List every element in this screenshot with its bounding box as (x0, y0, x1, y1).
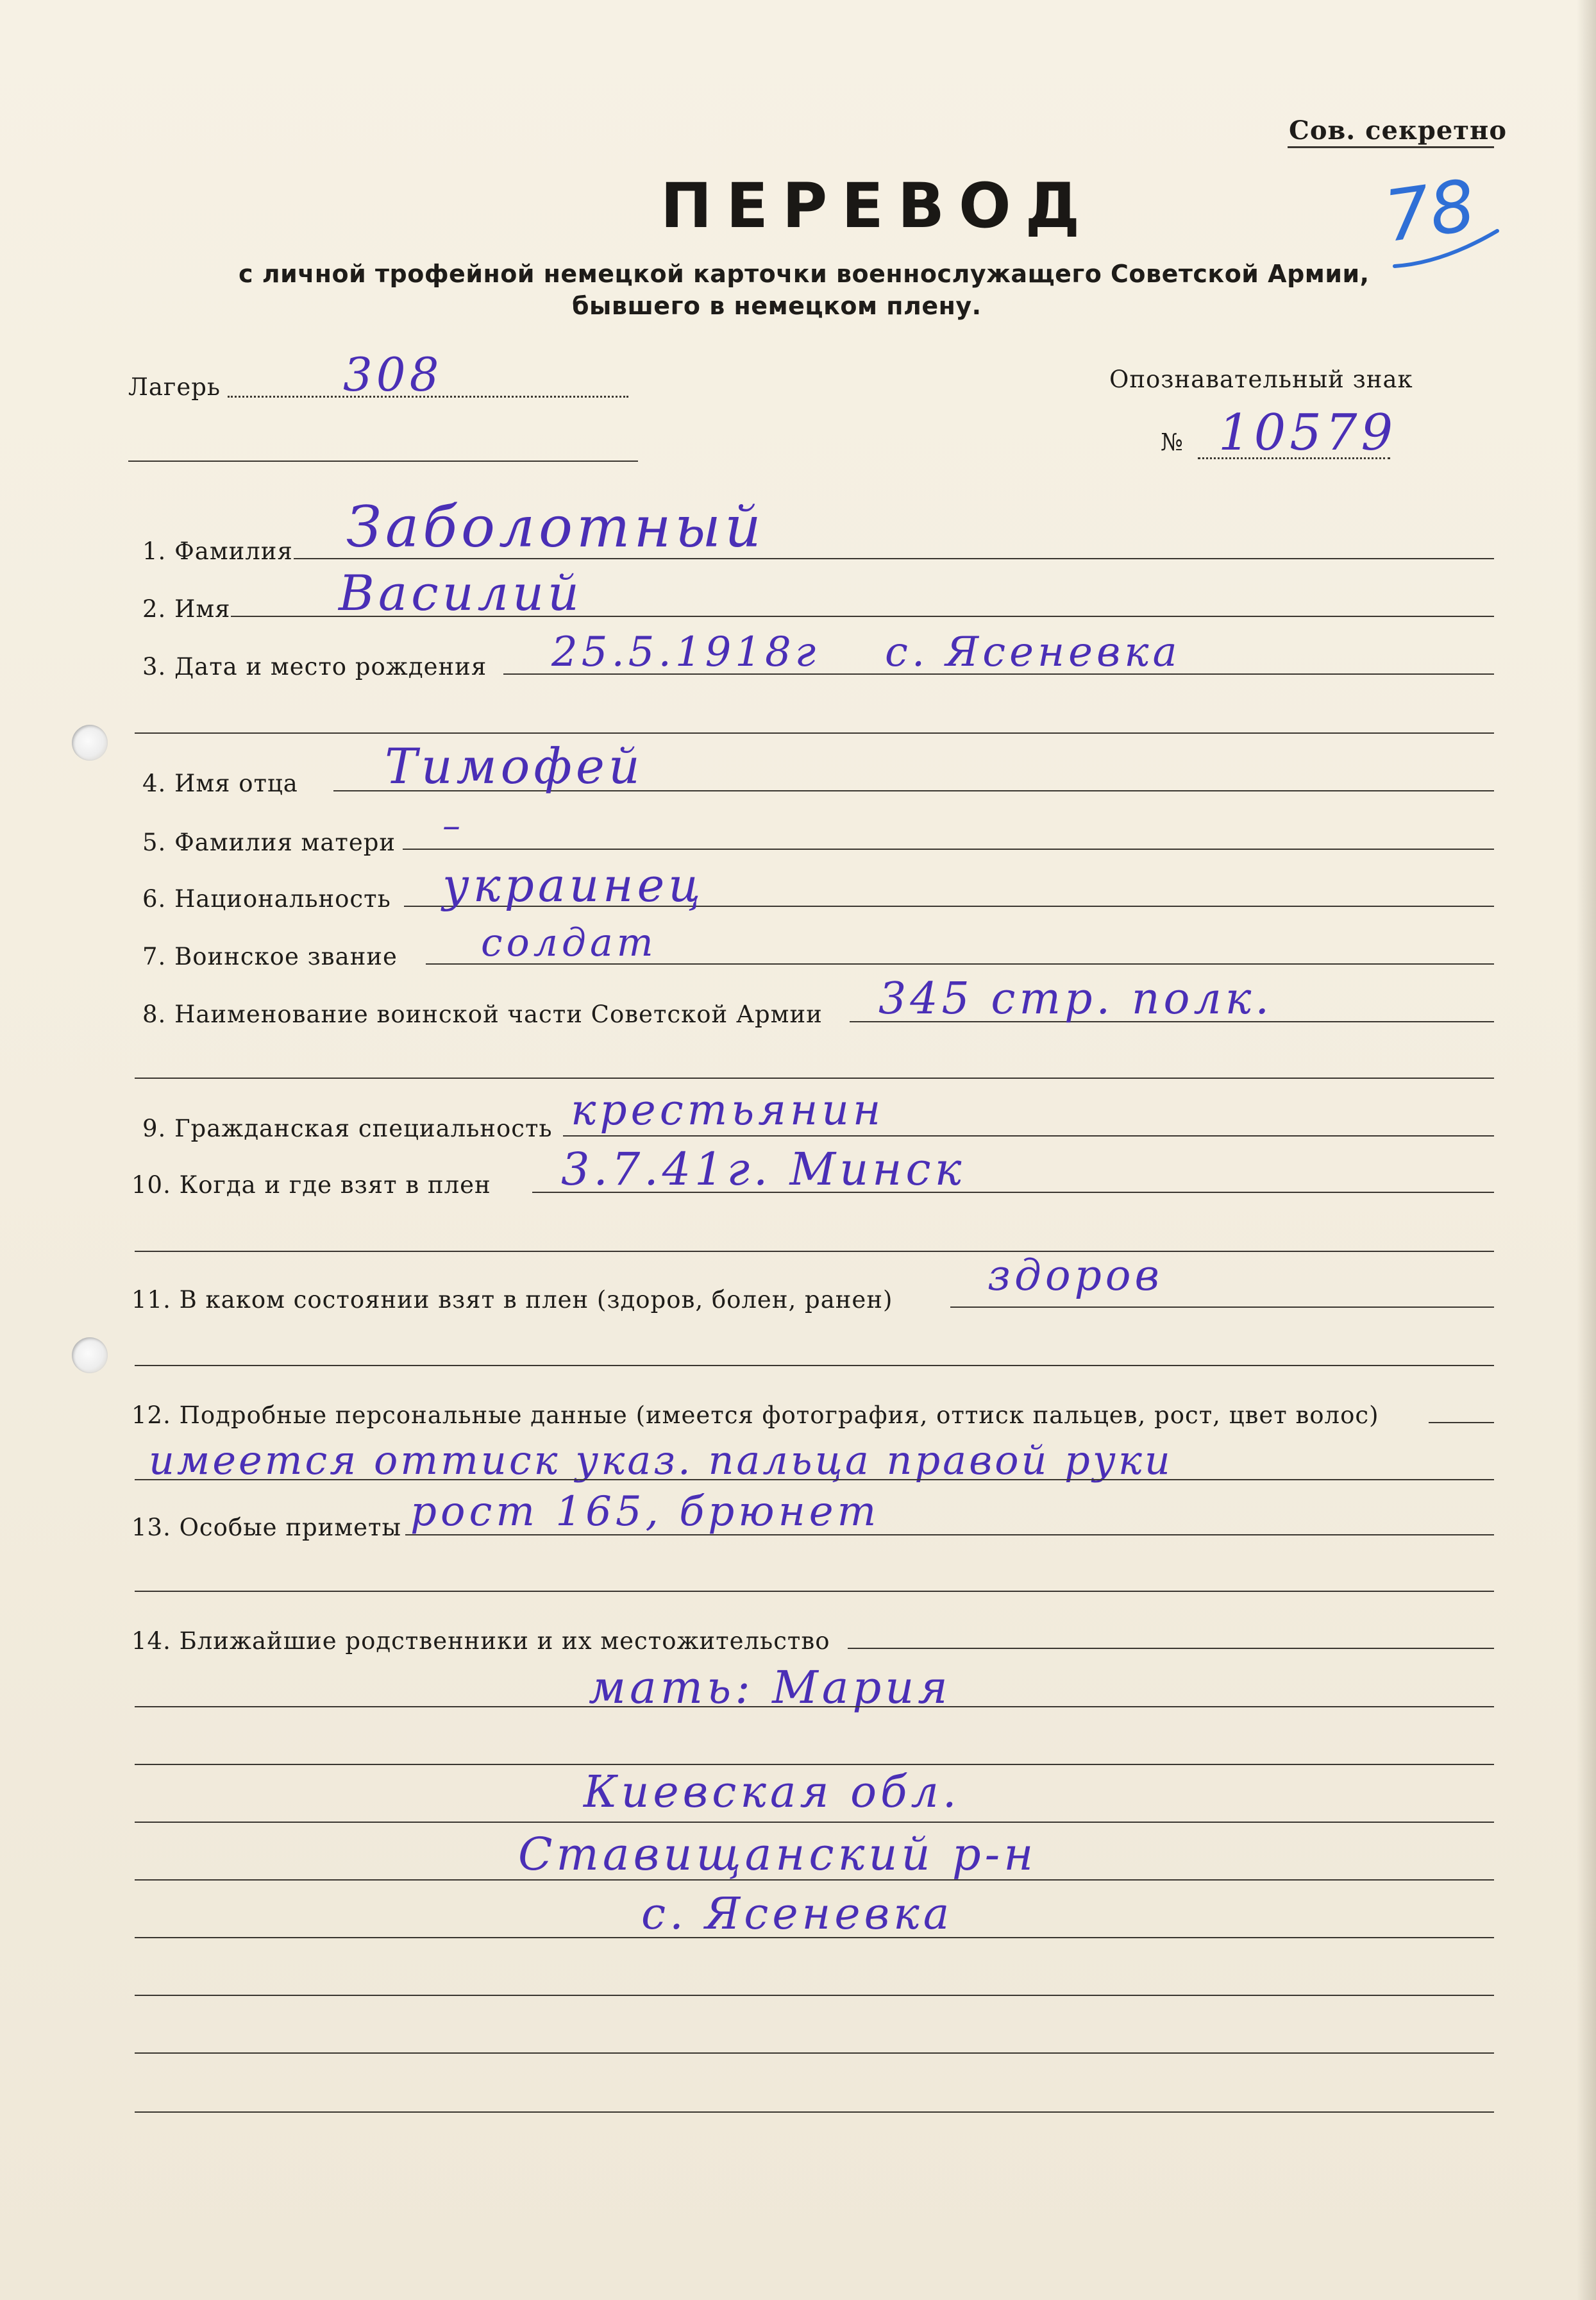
field-14-line-1: мать: Мария (589, 1661, 952, 1714)
punch-hole-top (72, 725, 108, 761)
field-6-value: украинец (442, 858, 705, 912)
document-title: ПЕРЕВОД (660, 170, 1095, 242)
field-3-date: 25.5.1918г (551, 629, 820, 676)
camp-value: 308 (343, 348, 443, 402)
field-12-value: имеется оттиск указ. пальца правой руки (149, 1437, 1173, 1484)
id-tag-value: 10579 (1218, 404, 1397, 462)
camp-label: Лагерь (128, 373, 221, 401)
archive-number-stroke (1391, 218, 1500, 276)
field-9-line (563, 1135, 1494, 1137)
field-13-label: 13. Особые приметы (131, 1514, 401, 1541)
field-14-rule-6 (135, 1995, 1494, 1996)
id-tag-label: Опознавательный знак (1109, 366, 1413, 393)
field-4-value: Тимофей (385, 738, 644, 795)
field-5-value: – (442, 805, 464, 847)
field-1-value: Заболотный (346, 494, 765, 560)
field-5-line (403, 849, 1494, 850)
camp-second-line (128, 461, 638, 462)
field-10-second-line (135, 1251, 1494, 1252)
field-8-value: 345 стр. полк. (878, 974, 1273, 1024)
field-9-label: 9. Гражданская специальность (142, 1115, 553, 1142)
field-14-rule-2 (135, 1764, 1494, 1765)
field-11-second-line (135, 1365, 1494, 1366)
page-edge-shadow (1577, 0, 1596, 2300)
field-14-rule-4 (135, 1879, 1494, 1881)
field-8-label: 8. Наименование воинской части Советской Армии (142, 1001, 823, 1028)
field-3-place: с. Ясеневка (885, 629, 1181, 676)
field-14-rule-5 (135, 1937, 1494, 1938)
classification-label: Сов. секретно (1289, 115, 1508, 146)
field-11-label: 11. В каком состоянии взят в плен (здоров, болен, ранен) (131, 1286, 893, 1314)
field-10-value: 3.7.41г. Минск (561, 1143, 966, 1196)
field-9-value: крестьянин (571, 1085, 885, 1135)
field-13-second-line (135, 1591, 1494, 1592)
classification-underline (1288, 146, 1494, 148)
id-tag-number-sign: № (1161, 428, 1184, 456)
field-3-label: 3. Дата и место рождения (142, 653, 487, 681)
field-11-value: здоров (987, 1251, 1163, 1300)
field-14-line-3: Ставищанский р-н (518, 1828, 1037, 1881)
field-8-second-line (135, 1078, 1494, 1079)
field-14-line-2: Киевская обл. (584, 1767, 961, 1818)
subtitle-line-2: бывшего в немецком плену. (572, 292, 982, 320)
punch-hole-bottom (72, 1337, 108, 1373)
field-14-label: 14. Ближайшие родственники и их местожительство (131, 1627, 830, 1655)
field-1-label: 1. Фамилия (142, 537, 293, 565)
field-14-rule-7 (135, 2052, 1494, 2054)
field-7-value: солдат (481, 920, 657, 965)
field-14-rule-3 (135, 1822, 1494, 1823)
field-5-label: 5. Фамилия матери (142, 829, 396, 856)
field-14-rule-1 (135, 1706, 1494, 1707)
archive-number: 78 (1379, 164, 1481, 258)
field-3-second-line (135, 732, 1494, 734)
field-10-label: 10. Когда и где взят в плен (131, 1171, 491, 1199)
field-14-rule-8 (135, 2111, 1494, 2113)
field-2-value: Василий (339, 564, 583, 622)
field-7-label: 7. Воинское звание (142, 943, 398, 970)
field-4-label: 4. Имя отца (142, 770, 298, 797)
subtitle-line-1: с личной трофейной немецкой карточки военнослужащего Советской Армии, (239, 260, 1370, 288)
field-12-line (1429, 1422, 1494, 1423)
field-14-line-4: с. Ясеневка (641, 1889, 953, 1940)
field-2-label: 2. Имя (142, 595, 231, 623)
field-14-line (848, 1648, 1494, 1649)
field-12-second-line (135, 1479, 1494, 1480)
field-6-label: 6. Национальность (142, 885, 391, 913)
field-11-line (950, 1306, 1494, 1308)
field-12-label: 12. Подробные персональные данные (имеется фотография, оттиск пальцев, рост, цвет волос) (131, 1401, 1379, 1429)
field-13-value: рост 165, брюнет (410, 1488, 880, 1535)
